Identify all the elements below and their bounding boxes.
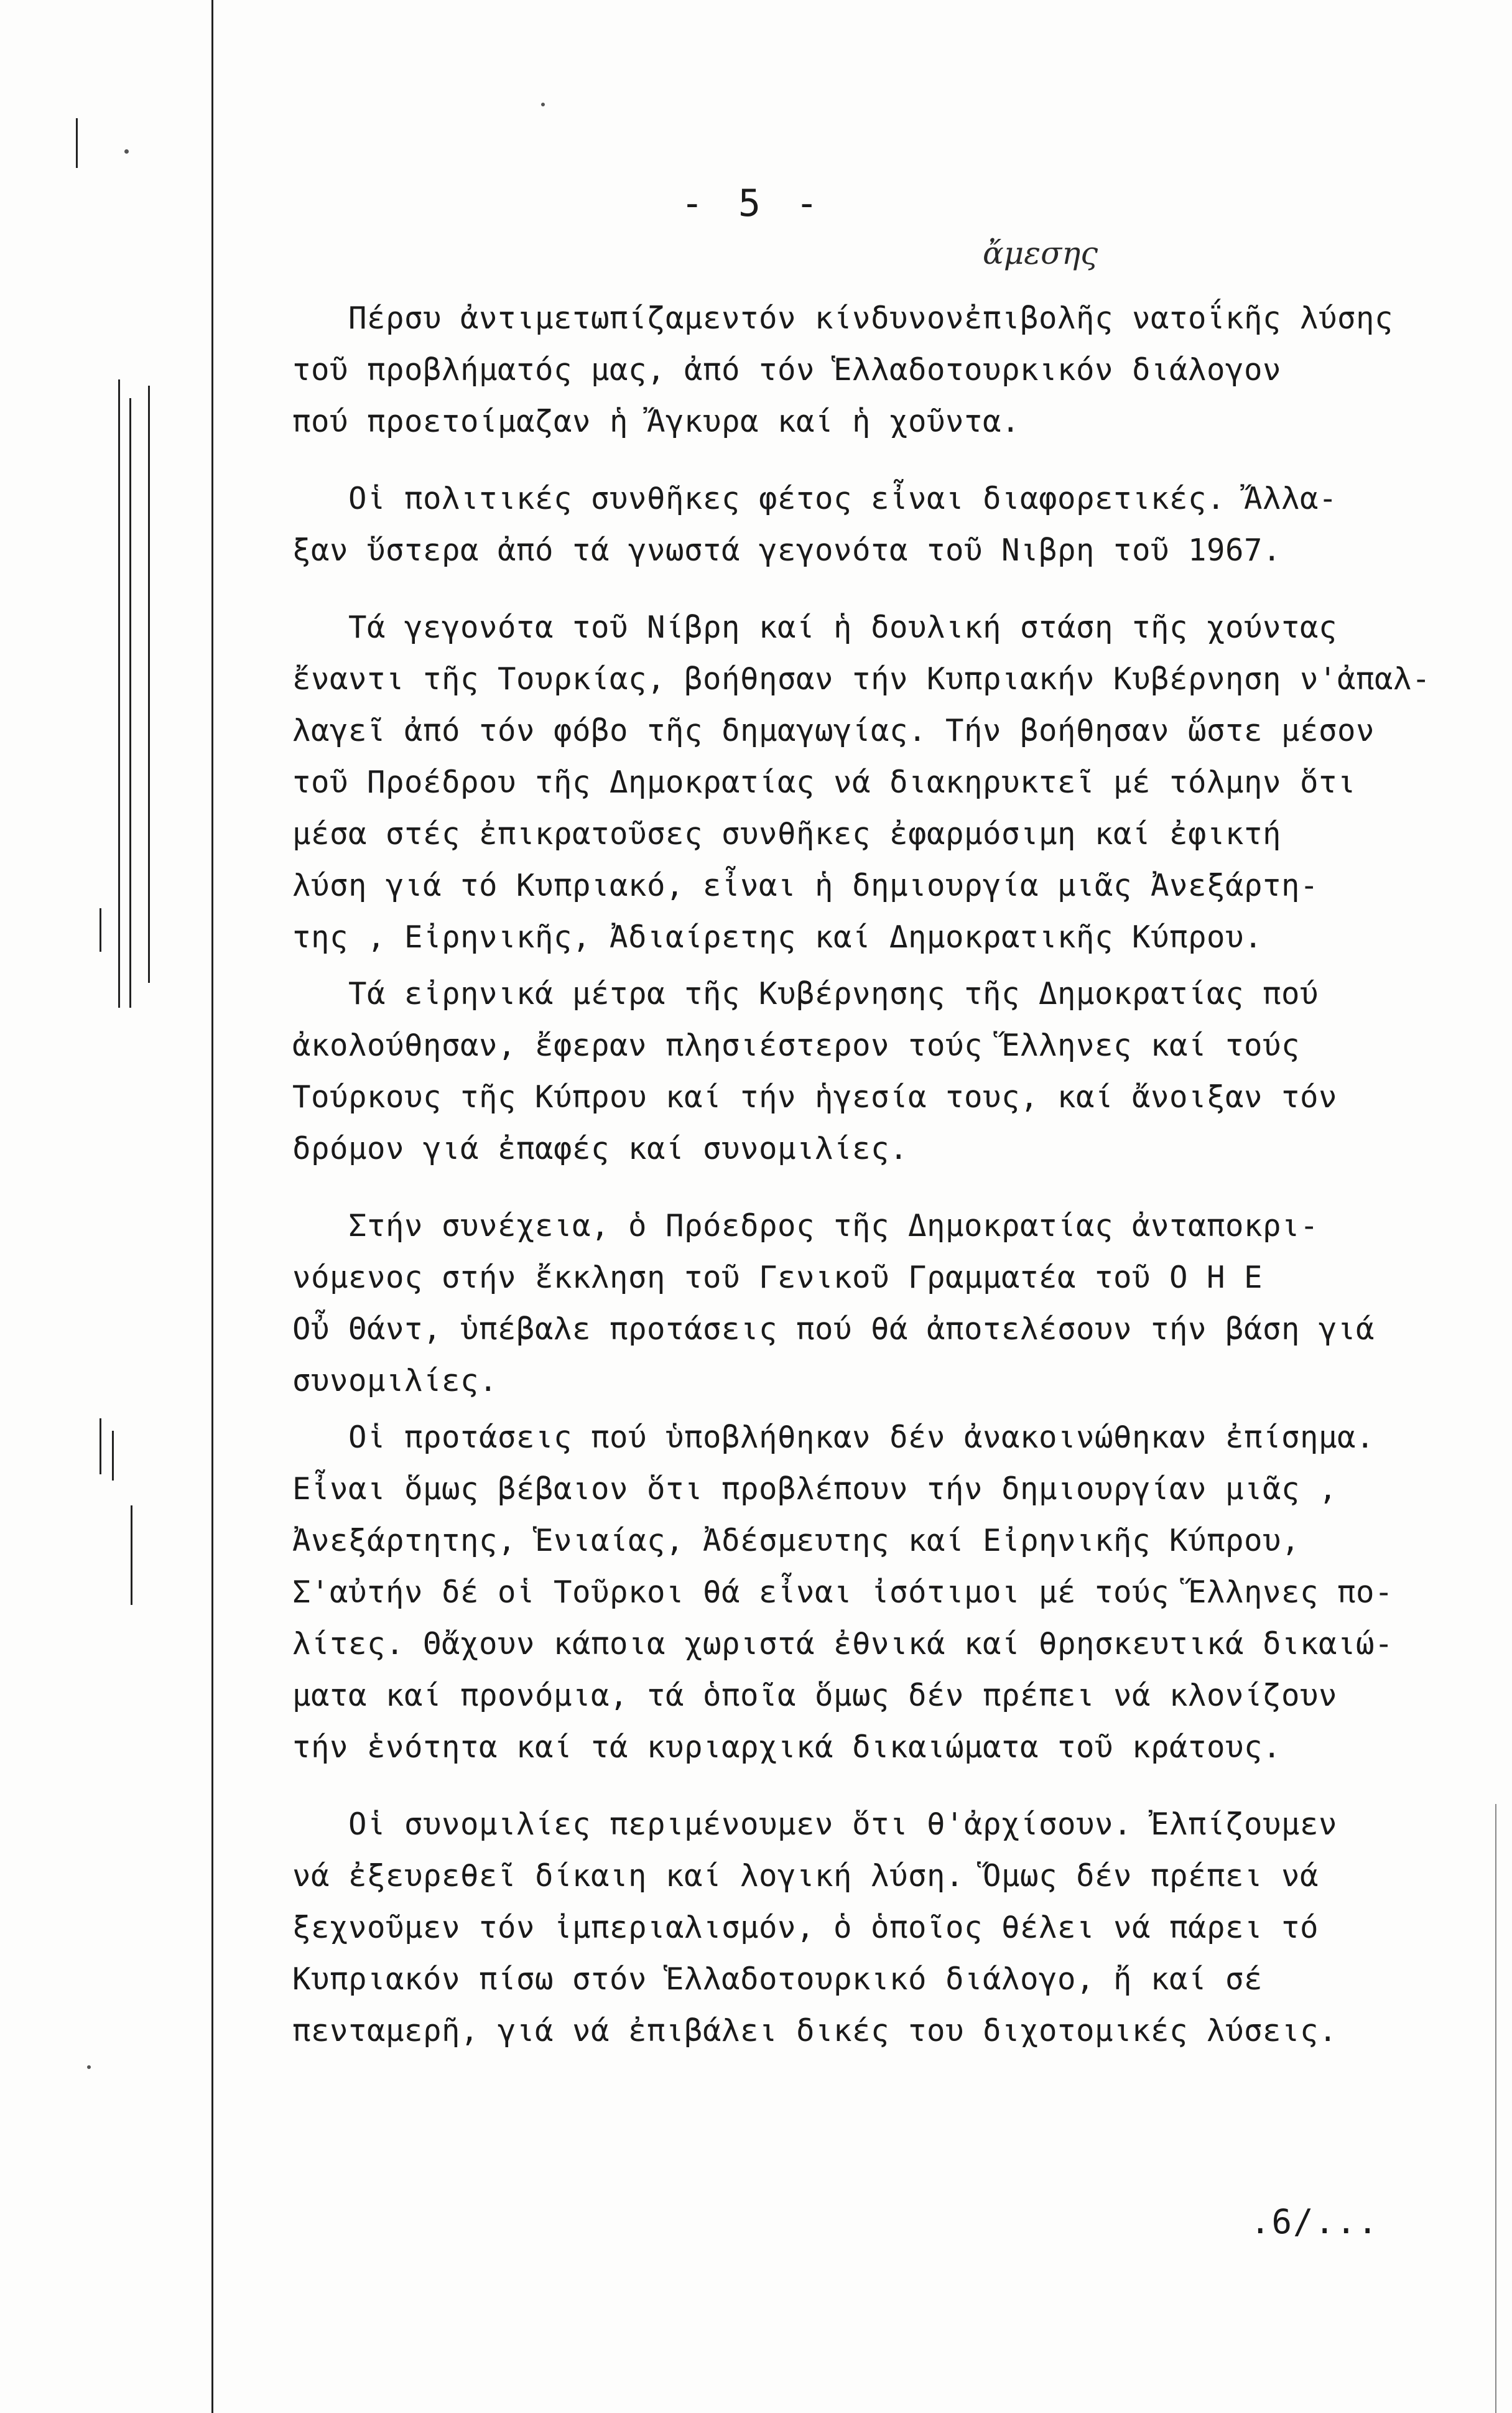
binding-mark bbox=[112, 1431, 114, 1481]
binding-mark bbox=[100, 1418, 101, 1474]
paragraph bbox=[292, 1798, 1455, 2057]
text-line: λαγεῖ ἀπό τόν φόβο τῆς δημαγωγίας. Τήν βοήθησαν ὥστε μέσον bbox=[292, 713, 1375, 748]
text-line: νά ἐξευρεθεῖ δίκαιη καί λογική λύση. Ὅμως δέν πρέπει νά bbox=[292, 1858, 1319, 1894]
continuation-marker: .6/... bbox=[1250, 2202, 1380, 2241]
text-line: ξεχνοῦμεν τόν ἰμπεριαλισμόν, ὁ ὁποῖος θέλει νά πάρει τό bbox=[292, 1910, 1319, 1945]
paragraph bbox=[292, 1411, 1455, 1773]
body-text bbox=[292, 292, 1455, 2057]
text-line: Εἶναι ὅμως βέβαιον ὅτι προβλέπουν τήν δημιουργίαν μιᾶς , bbox=[292, 1471, 1338, 1507]
text-line: συνομιλίες. bbox=[292, 1363, 498, 1398]
text-line: Ἀνεξάρτητης, Ἑνιαίας, Ἀδέσμευτης καί Εἰρηνικῆς Κύπρου, bbox=[292, 1523, 1301, 1558]
text-line: μέσα στές ἐπικρατοῦσες συνθῆκες ἐφαρμόσιμη καί ἐφικτή bbox=[292, 816, 1282, 852]
text-line: Στήν συνέχεια, ὁ Πρόεδρος τῆς Δημοκρατίας ἀνταποκρι- bbox=[348, 1208, 1319, 1244]
binding-mark bbox=[131, 1505, 132, 1605]
paragraph bbox=[292, 602, 1455, 963]
text-line: Σ'αὐτήν δέ οἱ Τοῦρκοι θά εἶναι ἰσότιμοι μέ τούς Ἕλληνες πο- bbox=[292, 1574, 1394, 1610]
text-line: Τά γεγονότα τοῦ Νίβρη καί ἡ δουλική στάση τῆς χούντας bbox=[348, 610, 1338, 645]
text-line: ἀκολούθησαν, ἔφεραν πλησιέστερον τούς Ἕλληνες καί τούς bbox=[292, 1028, 1301, 1063]
text-line: τήν ἑνότητα καί τά κυριαρχικά δικαιώματα τοῦ κράτους. bbox=[292, 1729, 1282, 1765]
text-line: δρόμον γιά ἐπαφές καί συνομιλίες. bbox=[292, 1131, 909, 1166]
text-line: Οἱ πολιτικές συνθῆκες φέτος εἶναι διαφορετικές. Ἄλλα- bbox=[348, 481, 1338, 516]
text-line: Πέρσυ ἀντιμετωπίζαμεντόν κίνδυνονἐπιβολῆς νατοΐκῆς λύσης bbox=[348, 300, 1394, 336]
paragraph bbox=[292, 292, 1455, 447]
text-line: Οἱ προτάσεις πού ὑποβλήθηκαν δέν ἀνακοινώθηκαν ἐπίσημα. bbox=[348, 1420, 1375, 1455]
scan-speck bbox=[87, 2065, 91, 2069]
text-line: ματα καί προνόμια, τά ὁποῖα ὅμως δέν πρέπει νά κλονίζουν bbox=[292, 1678, 1338, 1713]
text-line: λίτες. Θἄχουν κάποια χωριστά ἐθνικά καί θρησκευτικά δικαιώ- bbox=[292, 1626, 1394, 1662]
text-line: τοῦ προβλήματός μας, ἀπό τόν Ἑλλαδοτουρκικόν διάλογον bbox=[292, 352, 1282, 388]
binding-mark bbox=[118, 379, 120, 1008]
binding-mark bbox=[129, 398, 131, 1008]
left-margin-line bbox=[211, 0, 213, 2413]
text-line: Οἱ συνομιλίες περιμένουμεν ὅτι θ'ἀρχίσουν. Ἐλπίζουμεν bbox=[348, 1806, 1338, 1842]
text-line: τοῦ Προέδρου τῆς Δημοκρατίας νά διακηρυκτεῖ μέ τόλμην ὅτι bbox=[292, 765, 1357, 800]
binding-mark bbox=[76, 118, 78, 168]
text-line: νόμενος στήν ἔκκληση τοῦ Γενικοῦ Γραμματέα τοῦ Ο Η Ε bbox=[292, 1260, 1263, 1295]
text-line: ξαν ὕστερα ἀπό τά γνωστά γεγονότα τοῦ Νιβρη τοῦ 1967. bbox=[292, 532, 1282, 568]
paragraph bbox=[292, 968, 1455, 1174]
binding-mark bbox=[148, 386, 150, 983]
right-edge-line bbox=[1495, 1804, 1496, 2413]
text-line: λύση γιά τό Κυπριακό, εἶναι ἡ δημιουργία μιᾶς Ἀνεξάρτη- bbox=[292, 868, 1319, 903]
text-line: Κυπριακόν πίσω στόν Ἑλλαδοτουρκικό διάλογο, ἤ καί σέ bbox=[292, 1961, 1263, 1997]
scan-speck bbox=[541, 103, 545, 106]
text-line: Οὖ Θάντ, ὑπέβαλε προτάσεις πού θά ἀποτελέσουν τήν βάση γιά bbox=[292, 1311, 1375, 1347]
text-line: πενταμερῆ, γιά νά ἐπιβάλει δικές του διχοτομικές λύσεις. bbox=[292, 2013, 1338, 2048]
page-number: - 5 - bbox=[680, 182, 825, 225]
paragraph bbox=[292, 473, 1455, 576]
handwritten-annotation: ἄμεσης bbox=[983, 235, 1098, 271]
text-line: Τά εἰρηνικά μέτρα τῆς Κυβέρνησης τῆς Δημοκρατίας πού bbox=[348, 976, 1319, 1011]
paragraph bbox=[292, 1200, 1455, 1406]
text-line: της , Εἰρηνικῆς, Ἀδιαίρετης καί Δημοκρατικῆς Κύπρου. bbox=[292, 919, 1263, 955]
scan-speck bbox=[124, 149, 129, 154]
text-line: πού προετοίμαζαν ἡ Ἄγκυρα καί ἡ χοῦντα. bbox=[292, 404, 1021, 439]
text-line: Τούρκους τῆς Κύπρου καί τήν ἡγεσία τους, καί ἄνοιξαν τόν bbox=[292, 1079, 1338, 1115]
text-line: ἔναντι τῆς Τουρκίας, βοήθησαν τήν Κυπριακήν Κυβέρνηση ν'ἀπαλ- bbox=[292, 661, 1431, 697]
binding-mark bbox=[100, 908, 101, 952]
